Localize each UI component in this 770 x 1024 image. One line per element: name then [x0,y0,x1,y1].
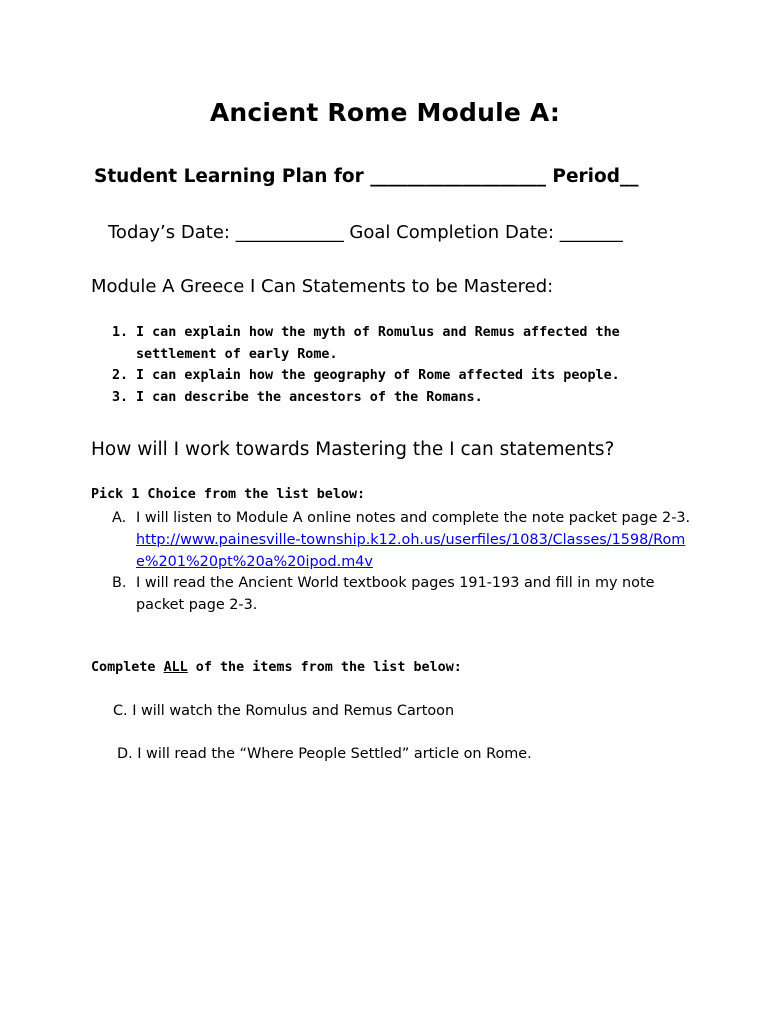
complete-label-all: ALL [163,660,188,675]
choice-letter: B. [112,575,127,592]
choice-list [112,508,692,617]
statement-text: I can describe the ancestors of the Romans. [136,389,483,405]
period-label: Period [545,166,620,187]
choice-item-a [112,508,692,573]
complete-label-after: of the items from the list below: [187,660,462,675]
mastery-question: How will I work towards Mastering the I can statements? [91,439,615,460]
statement-item [112,322,672,365]
choice-a-text: I will listen to Module A online notes and complete the note packet page 2-3. [136,510,691,526]
page-title: Ancient Rome Module A: [209,98,561,127]
statements-heading: Module A Greece I Can Statements to be Mastered: [91,276,554,297]
goal-date-label: Goal Completion Date: [343,222,560,243]
learning-plan-line [94,166,638,187]
goal-date-blank: _______ [559,222,623,243]
statement-item [112,387,672,409]
period-blank: __ [619,166,639,187]
statement-number: 3. [112,389,129,405]
student-name-blank: ___________________ [370,166,546,187]
learning-plan-label: Student Learning Plan for [94,166,371,187]
pick-one-label: Pick 1 Choice from the list below: [91,487,366,502]
statement-number: 2. [112,368,129,383]
statement-item [112,365,672,387]
required-item-d: D. I will read the “Where People Settled” article on Rome. [117,746,532,762]
statements-list [112,322,672,408]
complete-all-label [91,660,462,675]
statement-number: 1. [112,325,129,340]
choice-text [136,508,692,573]
complete-label-before: Complete [91,660,164,675]
date-line [108,222,623,243]
todays-date-blank: ____________ [235,222,344,243]
statement-text: I can explain how the myth of Romulus and Remus affected the settlement of early Rome. [136,325,620,362]
statement-text: I can explain how the geography of Rome affected its people. [136,368,620,383]
todays-date-label: Today’s Date: [108,222,236,243]
choice-item-b [112,573,692,617]
online-notes-link[interactable]: http://www.painesville-township.k12.oh.us/userfiles/1083/Classes/1598/Rome%201%20pt%20a%20ipod.m4v [136,531,686,570]
required-item-c: C. I will watch the Romulus and Remus Cartoon [113,703,455,719]
choice-b-text: I will read the Ancient World textbook pages 191-193 and fill in my note packet page 2-3. [136,575,655,614]
choice-letter: A. [112,510,127,526]
